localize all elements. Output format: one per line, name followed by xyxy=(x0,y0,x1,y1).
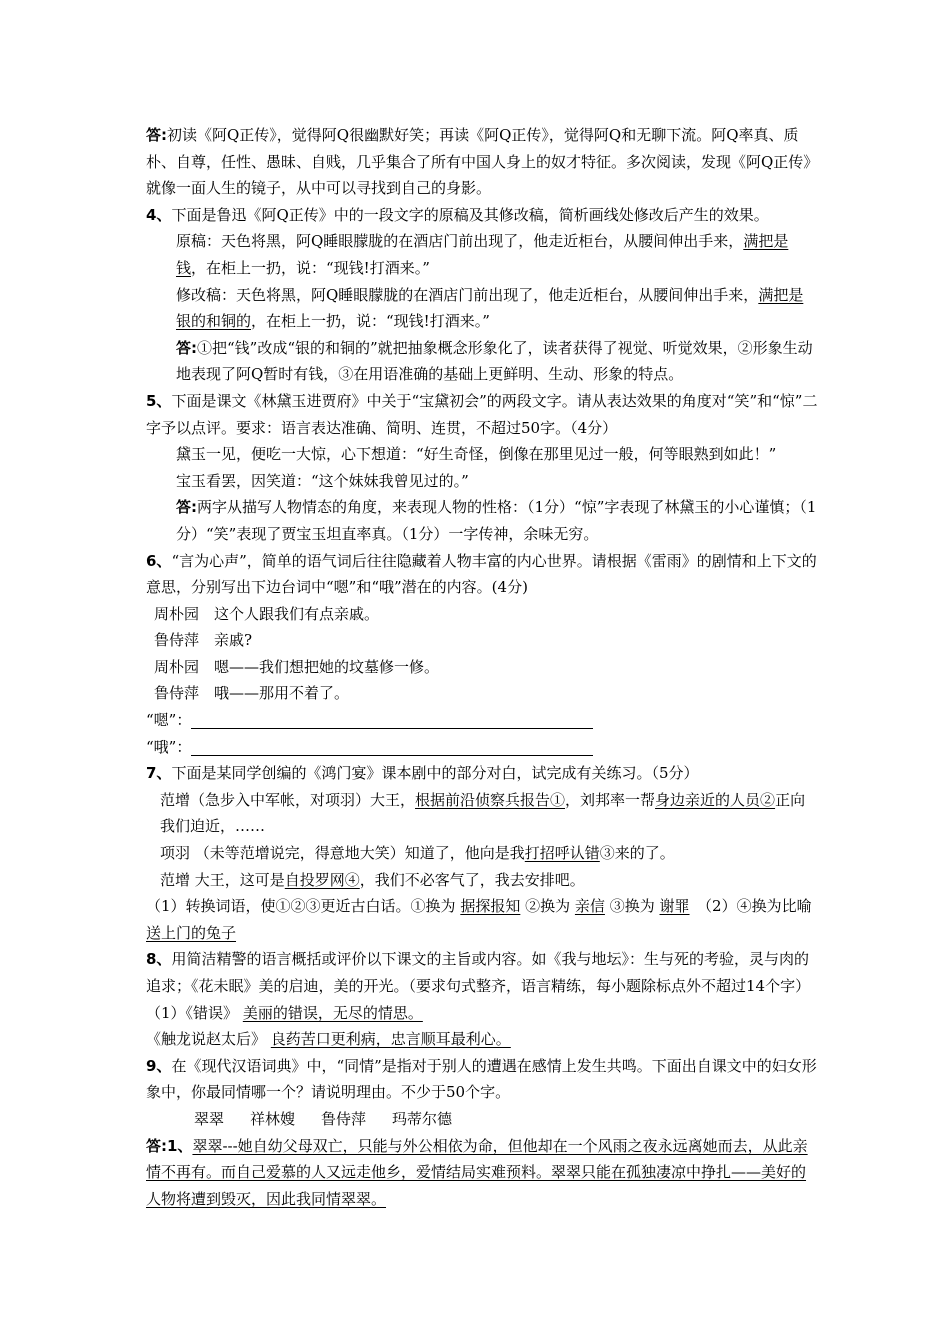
q6-answer-en: “嗯”： xyxy=(146,707,818,734)
q4-revised: 修改稿：天色将黑，阿Q睡眼朦胧的在酒店门前出现了，他走近柜台，从腰间伸出手来，满把是银的和铜的，在柜上一扔，说：“现钱!打酒来。” xyxy=(176,285,804,331)
q5-passage-1: 黛玉一见，便吃一大惊，心下想道：“好生奇怪，倒像在那里见过一般，何等眼熟到如此！” xyxy=(176,445,777,464)
option: 玛蒂尔德 xyxy=(392,1109,453,1128)
q9-answer: 答:1、翠翠---她自幼父母双亡，只能与外公相依为命，但他却在一个风雨之夜永远离她而去，从此亲情不再有。而自己爱慕的人又远走他乡，爱情结局实难预料。翠翠只能在孤独凄凉中挣扎——美好的人物将遭到毁灭，因此我同情翠翠。 xyxy=(146,1136,808,1208)
question-4: 4、下面是鲁迅《阿Q正传》中的一段文字的原稿及其修改稿，简析画线处修改后产生的效果。 xyxy=(146,205,769,224)
answer-label: 答: xyxy=(146,126,167,144)
q5-passage-2: 宝玉看罢，因笑道：“这个妹妹我曾见过的。” xyxy=(176,471,469,490)
question-9: 9、在《现代汉语词典》中，“同情”是指对于别人的遭遇在感情上发生共鸣。下面出自课文中的妇女形象中，你最同情哪一个？请说明理由。不少于50个字。 xyxy=(146,1056,817,1102)
dialogue-line: 周朴园 这个人跟我们有点亲戚。 xyxy=(154,604,380,623)
question-6: 6、“言为心声”，简单的语气词后往往隐藏着人物丰富的内心世界。请根据《雷雨》的剧情和上下文的意思，分别写出下边台词中“嗯”和“哦”潜在的内容。(4分) xyxy=(146,551,817,597)
dialogue-line: 鲁侍萍 亲戚? xyxy=(154,631,253,650)
q4-original: 原稿：天色将黑，阿Q睡眼朦胧的在酒店门前出现了，他走近柜台，从腰间伸出手来，满把是钱，在柜上一扔，说：“现钱!打酒来。” xyxy=(176,232,789,277)
q5-answer: 答:两字从描写人物情态的角度，来表现人物的性格：（1分）“惊”字表现了林黛玉的小心谨慎；（1分）“笑”表现了贾宝玉坦直率真。（1分）一字传神，余味无穷。 xyxy=(176,498,817,543)
q7-line-3: 范增 大王，这可是自投罗网④，我们不必客气了，我去安排吧。 xyxy=(160,870,585,889)
q9-options xyxy=(146,1106,818,1133)
option: 祥林嫂 xyxy=(250,1109,296,1128)
document-page xyxy=(146,122,818,1212)
q6-answer-o: “哦”： xyxy=(146,734,818,761)
question-7: 7、下面是某同学创编的《鸿门宴》课本剧中的部分对白，试完成有关练习。（5分） xyxy=(146,764,699,783)
q8-item-2: 《触龙说赵太后》 良药苦口更利病，忠言顺耳最利心。 xyxy=(146,1030,511,1049)
q4-answer: 答:①把“钱”改成“银的和铜的”就把抽象概念形象化了，读者获得了视觉、听觉效果，②形象生动地表现了阿Q暂时有钱，③在用语准确的基础上更鲜明、生动、形象的特点。 xyxy=(176,338,813,384)
q7-line-2: 项羽 （未等范增说完，得意地大笑）知道了，他向是我打招呼认错③来的了。 xyxy=(160,844,675,863)
q8-item-1: （1）《错误》 美丽的错误，无尽的情思。 xyxy=(146,1003,423,1022)
option: 鲁侍萍 xyxy=(321,1109,367,1128)
question-8: 8、用简洁精警的语言概括或评价以下课文的主旨或内容。如《我与地坛》：生与死的考验，灵与肉的追求；《花未眠》美的启迪，美的开光。（要求句式整齐，语言精练，每小题除标点外不超过14个字） xyxy=(146,950,811,995)
q7-subquestions: （1）转换词语，使①②③更近古白话。①换为 据探报知 ②换为 亲信 ③换为 谢罪 （2）④换为比喻 送上门的兔子 xyxy=(146,897,812,942)
answer-blank[interactable] xyxy=(191,737,593,756)
question-5: 5、下面是课文《林黛玉进贾府》中关于“宝黛初会”的两段文字。请从表达效果的角度对“笑”和“惊”二字予以点评。要求：语言表达准确、简明、连贯，不超过50字。（4分） xyxy=(146,391,818,437)
answer-1: 答:初读《阿Q正传》，觉得阿Q很幽默好笑；再读《阿Q正传》，觉得阿Q和无聊下流。阿Q率真、质朴、自尊，任性、愚昧、自贱，几乎集合了所有中国人身上的奴才特征。多次阅读，发现《阿Q正传》就像一面人生的镜子，从中可以寻找到自己的身影。 xyxy=(146,126,811,198)
q7-line-1: 范增（急步入中军帐，对项羽）大王，根据前沿侦察兵报告①，刘邦率一帮身边亲近的人员②正向我们迫近，…… xyxy=(160,790,806,836)
dialogue-line: 鲁侍萍 哦——那用不着了。 xyxy=(154,684,350,703)
option: 翠翠 xyxy=(194,1109,225,1128)
answer-blank[interactable] xyxy=(191,710,593,729)
dialogue-line: 周朴园 嗯——我们想把她的坟墓修一修。 xyxy=(154,657,440,676)
